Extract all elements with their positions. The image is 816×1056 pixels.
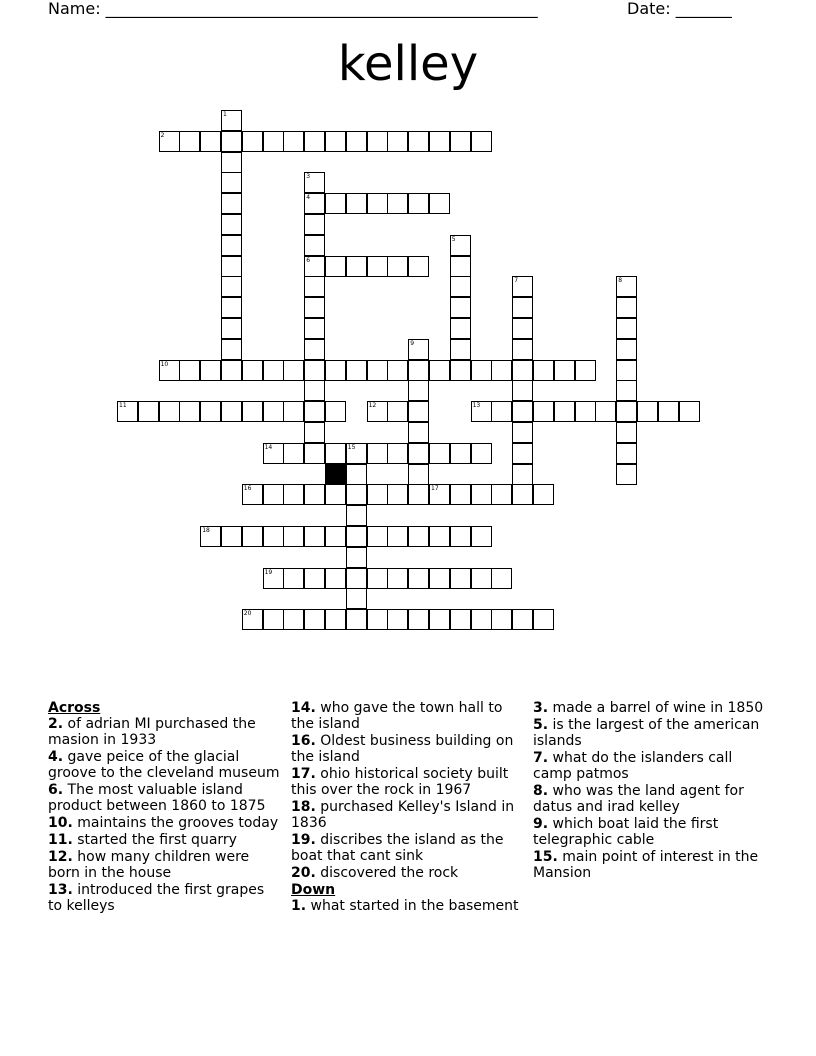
grid-cell[interactable] bbox=[346, 256, 367, 277]
clue bbox=[291, 865, 523, 881]
date-field-label: Date: _______ bbox=[627, 0, 732, 18]
grid-cell[interactable] bbox=[117, 401, 138, 422]
grid-cell[interactable] bbox=[408, 609, 429, 630]
clue-text: started the first quarry bbox=[72, 832, 237, 848]
grid-cell[interactable] bbox=[304, 422, 325, 443]
grid-cell[interactable] bbox=[387, 484, 408, 505]
clue bbox=[533, 783, 765, 815]
grid-cell[interactable] bbox=[471, 484, 492, 505]
grid-cell[interactable] bbox=[429, 568, 450, 589]
grid-cell[interactable] bbox=[159, 401, 180, 422]
grid-cell[interactable] bbox=[387, 609, 408, 630]
grid-cell[interactable] bbox=[450, 568, 471, 589]
grid-cell[interactable] bbox=[325, 484, 346, 505]
grid-cell[interactable] bbox=[367, 360, 388, 381]
grid-cell[interactable] bbox=[408, 339, 429, 360]
grid-cell[interactable] bbox=[263, 401, 284, 422]
clue-number: 15. bbox=[533, 849, 558, 865]
cell-number: 4 bbox=[306, 194, 311, 202]
grid-cell[interactable] bbox=[367, 568, 388, 589]
grid-cell[interactable] bbox=[221, 152, 242, 173]
grid-cell[interactable] bbox=[346, 588, 367, 609]
grid-cell[interactable] bbox=[200, 526, 221, 547]
cell-number: 17 bbox=[431, 485, 439, 493]
grid-cell[interactable] bbox=[304, 401, 325, 422]
down-heading: Down bbox=[291, 882, 336, 898]
grid-cell[interactable] bbox=[304, 256, 325, 277]
grid-cell[interactable] bbox=[221, 214, 242, 235]
grid-cell[interactable] bbox=[325, 401, 346, 422]
grid-cell[interactable] bbox=[325, 131, 346, 152]
cell-number: 1 bbox=[223, 111, 227, 118]
grid-cell[interactable] bbox=[221, 131, 242, 152]
clue-number: 18. bbox=[291, 799, 316, 815]
grid-cell[interactable] bbox=[450, 318, 471, 339]
clue bbox=[48, 749, 280, 781]
clue-text: introduced the first grapes to kelleys bbox=[48, 882, 265, 914]
grid-cell[interactable] bbox=[367, 609, 388, 630]
grid-cell[interactable] bbox=[408, 360, 429, 381]
grid-cell[interactable] bbox=[179, 360, 200, 381]
cell-number: 9 bbox=[410, 339, 415, 347]
cell-number: 20 bbox=[243, 610, 252, 618]
grid-cell[interactable] bbox=[138, 401, 159, 422]
clue bbox=[533, 750, 765, 782]
grid-cell[interactable] bbox=[283, 609, 304, 630]
clue bbox=[48, 882, 280, 914]
clue-number: 19. bbox=[291, 832, 316, 848]
grid-cell[interactable] bbox=[491, 401, 512, 422]
grid-cell[interactable] bbox=[242, 609, 263, 630]
cell-number: 11 bbox=[119, 402, 127, 410]
grid-cell[interactable] bbox=[263, 526, 284, 547]
grid-cell[interactable] bbox=[325, 568, 346, 589]
grid-cell[interactable] bbox=[471, 360, 492, 381]
grid-cell[interactable] bbox=[450, 297, 471, 318]
grid-cell[interactable] bbox=[346, 526, 367, 547]
grid-cell[interactable] bbox=[471, 443, 492, 464]
grid-cell[interactable] bbox=[616, 318, 637, 339]
grid-cell[interactable] bbox=[429, 609, 450, 630]
clue-text: ohio historical society built this over the rock in 1967 bbox=[291, 766, 509, 798]
clue bbox=[533, 700, 765, 716]
clue-number: 16. bbox=[291, 733, 316, 749]
grid-cell[interactable] bbox=[179, 131, 200, 152]
clue bbox=[48, 849, 280, 881]
grid-cell[interactable] bbox=[159, 360, 180, 381]
grid-cell[interactable] bbox=[283, 484, 304, 505]
grid-cell[interactable] bbox=[491, 568, 512, 589]
grid-cell[interactable] bbox=[429, 526, 450, 547]
grid-cell[interactable] bbox=[450, 131, 471, 152]
grid-cell[interactable] bbox=[221, 235, 242, 256]
clue-number: 11. bbox=[48, 832, 73, 848]
grid-cell[interactable] bbox=[512, 318, 533, 339]
grid-cell[interactable] bbox=[575, 401, 596, 422]
grid-cell[interactable] bbox=[200, 131, 221, 152]
cell-number: 14 bbox=[264, 443, 273, 451]
grid-cell[interactable] bbox=[533, 484, 554, 505]
grid-cell[interactable] bbox=[304, 172, 325, 193]
grid-cell[interactable] bbox=[491, 609, 512, 630]
grid-cell[interactable] bbox=[533, 401, 554, 422]
grid-cell[interactable] bbox=[554, 401, 575, 422]
grid-cell[interactable] bbox=[283, 526, 304, 547]
grid-cell[interactable] bbox=[325, 609, 346, 630]
grid-cell[interactable] bbox=[616, 464, 637, 485]
grid-cell[interactable] bbox=[491, 484, 512, 505]
clue-text: of adrian MI purchased the masion in 1933 bbox=[48, 716, 256, 748]
grid-cell[interactable] bbox=[346, 360, 367, 381]
grid-cell[interactable] bbox=[283, 568, 304, 589]
grid-cell[interactable] bbox=[450, 276, 471, 297]
clue-text: maintains the grooves today bbox=[72, 815, 279, 831]
grid-cell[interactable] bbox=[367, 526, 388, 547]
clue bbox=[291, 700, 523, 732]
grid-cell[interactable] bbox=[367, 401, 388, 422]
grid-cell[interactable] bbox=[325, 256, 346, 277]
grid-cell[interactable] bbox=[616, 297, 637, 318]
clues-column-2 bbox=[291, 700, 523, 915]
grid-cell[interactable] bbox=[221, 172, 242, 193]
cell-number: 15 bbox=[347, 443, 356, 451]
grid-cell[interactable] bbox=[367, 193, 388, 214]
clue-number: 7. bbox=[533, 750, 549, 766]
grid-cell[interactable] bbox=[512, 339, 533, 360]
grid-cell[interactable] bbox=[367, 131, 388, 152]
grid-cell[interactable] bbox=[367, 484, 388, 505]
grid-cell[interactable] bbox=[283, 443, 304, 464]
grid-cell[interactable] bbox=[512, 297, 533, 318]
blocked-cell bbox=[325, 464, 346, 485]
clue-number: 3. bbox=[533, 700, 549, 716]
grid-cell[interactable] bbox=[512, 484, 533, 505]
grid-cell[interactable] bbox=[304, 193, 325, 214]
grid-cell[interactable] bbox=[658, 401, 679, 422]
clue bbox=[533, 717, 765, 749]
grid-cell[interactable] bbox=[637, 401, 658, 422]
grid-cell[interactable] bbox=[304, 339, 325, 360]
clue-text: discovered the rock bbox=[315, 865, 459, 881]
clue-number: 4. bbox=[48, 749, 64, 765]
grid-cell[interactable] bbox=[263, 568, 284, 589]
clue-number: 20. bbox=[291, 865, 316, 881]
grid-cell[interactable] bbox=[159, 131, 180, 152]
cell-number: 2 bbox=[160, 131, 165, 139]
grid-cell[interactable] bbox=[221, 360, 242, 381]
grid-cell[interactable] bbox=[450, 256, 471, 277]
grid-cell[interactable] bbox=[346, 547, 367, 568]
clue bbox=[291, 832, 523, 864]
grid-cell[interactable] bbox=[263, 609, 284, 630]
grid-cell[interactable] bbox=[533, 609, 554, 630]
grid-cell[interactable] bbox=[616, 360, 637, 381]
grid-cell[interactable] bbox=[346, 131, 367, 152]
clue-text: what started in the basement bbox=[306, 898, 519, 914]
grid-cell[interactable] bbox=[346, 464, 367, 485]
clue-number: 2. bbox=[48, 716, 64, 732]
clue bbox=[291, 733, 523, 765]
grid-cell[interactable] bbox=[471, 526, 492, 547]
cell-number: 13 bbox=[472, 402, 481, 410]
cell-number: 3 bbox=[306, 173, 311, 181]
grid-cell[interactable] bbox=[575, 360, 596, 381]
clue-text: who gave the town hall to the island bbox=[291, 700, 503, 732]
grid-cell[interactable] bbox=[263, 484, 284, 505]
grid-cell[interactable] bbox=[179, 401, 200, 422]
clue-number: 9. bbox=[533, 816, 549, 832]
grid-cell[interactable] bbox=[283, 131, 304, 152]
grid-cell[interactable] bbox=[387, 360, 408, 381]
grid-cell[interactable] bbox=[429, 484, 450, 505]
grid-cell[interactable] bbox=[408, 568, 429, 589]
grid-cell[interactable] bbox=[325, 360, 346, 381]
grid-cell[interactable] bbox=[616, 380, 637, 401]
clue-number: 13. bbox=[48, 882, 73, 898]
cell-number: 10 bbox=[160, 360, 169, 368]
grid-cell[interactable] bbox=[450, 443, 471, 464]
grid-cell[interactable] bbox=[450, 339, 471, 360]
grid-cell[interactable] bbox=[304, 484, 325, 505]
grid-cell[interactable] bbox=[304, 609, 325, 630]
grid-cell[interactable] bbox=[387, 526, 408, 547]
clue-number: 8. bbox=[533, 783, 549, 799]
grid-cell[interactable] bbox=[387, 568, 408, 589]
grid-cell[interactable] bbox=[283, 401, 304, 422]
grid-cell[interactable] bbox=[491, 360, 512, 381]
grid-cell[interactable] bbox=[221, 318, 242, 339]
grid-cell[interactable] bbox=[304, 297, 325, 318]
cell-number: 12 bbox=[368, 402, 377, 410]
clue-number: 5. bbox=[533, 717, 549, 733]
grid-cell[interactable] bbox=[325, 443, 346, 464]
grid-cell[interactable] bbox=[512, 422, 533, 443]
grid-cell[interactable] bbox=[304, 235, 325, 256]
grid-cell[interactable] bbox=[387, 443, 408, 464]
grid-cell[interactable] bbox=[616, 422, 637, 443]
cell-number: 19 bbox=[264, 568, 273, 576]
grid-cell[interactable] bbox=[471, 568, 492, 589]
clues-column-3 bbox=[533, 700, 765, 882]
grid-cell[interactable] bbox=[221, 401, 242, 422]
grid-cell[interactable] bbox=[408, 464, 429, 485]
grid-cell[interactable] bbox=[450, 609, 471, 630]
clue-text: main point of interest in the Mansion bbox=[533, 849, 759, 881]
grid-cell[interactable] bbox=[346, 609, 367, 630]
grid-cell[interactable] bbox=[429, 131, 450, 152]
grid-cell[interactable] bbox=[408, 484, 429, 505]
clue-text: gave peice of the glacial groove to the cleveland museum bbox=[48, 749, 280, 781]
cell-number: 7 bbox=[514, 277, 519, 285]
clue-number: 6. bbox=[48, 782, 64, 798]
grid-cell[interactable] bbox=[346, 443, 367, 464]
grid-cell[interactable] bbox=[408, 526, 429, 547]
grid-cell[interactable] bbox=[221, 256, 242, 277]
grid-cell[interactable] bbox=[325, 526, 346, 547]
grid-cell[interactable] bbox=[429, 193, 450, 214]
grid-cell[interactable] bbox=[263, 360, 284, 381]
grid-cell[interactable] bbox=[512, 276, 533, 297]
clue-text: The most valuable island product between 1860 to 1875 bbox=[48, 782, 266, 814]
grid-cell[interactable] bbox=[616, 401, 637, 422]
cell-number: 18 bbox=[202, 527, 210, 534]
clue-number: 10. bbox=[48, 815, 73, 831]
clue-text: how many children were born in the house bbox=[48, 849, 250, 881]
name-field-label: Name: ______________________________________________________ bbox=[48, 0, 538, 18]
grid-cell[interactable] bbox=[367, 443, 388, 464]
grid-cell[interactable] bbox=[387, 131, 408, 152]
clue-text: is the largest of the american islands bbox=[533, 717, 760, 749]
grid-cell[interactable] bbox=[242, 360, 263, 381]
grid-cell[interactable] bbox=[387, 401, 408, 422]
grid-cell[interactable] bbox=[304, 214, 325, 235]
grid-cell[interactable] bbox=[512, 443, 533, 464]
grid-cell[interactable] bbox=[450, 360, 471, 381]
grid-cell[interactable] bbox=[512, 380, 533, 401]
grid-cell[interactable] bbox=[221, 110, 242, 131]
grid-cell[interactable] bbox=[512, 464, 533, 485]
clue-text: who was the land agent for datus and irad kelley bbox=[533, 783, 744, 815]
grid-cell[interactable] bbox=[512, 401, 533, 422]
grid-cell[interactable] bbox=[533, 360, 554, 381]
clue-text: what do the islanders call camp patmos bbox=[533, 750, 733, 782]
grid-cell[interactable] bbox=[221, 526, 242, 547]
grid-cell[interactable] bbox=[408, 380, 429, 401]
grid-cell[interactable] bbox=[200, 360, 221, 381]
clue bbox=[291, 799, 523, 831]
clue bbox=[291, 898, 523, 914]
grid-cell[interactable] bbox=[471, 131, 492, 152]
clue bbox=[48, 782, 280, 814]
grid-cell[interactable] bbox=[263, 443, 284, 464]
clue bbox=[533, 816, 765, 848]
puzzle-title: kelley bbox=[337, 36, 479, 92]
cell-number: 8 bbox=[618, 277, 623, 285]
clue-text: which boat laid the first telegraphic cable bbox=[533, 816, 719, 848]
grid-cell[interactable] bbox=[263, 131, 284, 152]
grid-cell[interactable] bbox=[346, 505, 367, 526]
grid-cell[interactable] bbox=[242, 484, 263, 505]
clue-text: purchased Kelley's Island in 1836 bbox=[291, 799, 515, 831]
grid-cell[interactable] bbox=[242, 526, 263, 547]
clue bbox=[291, 766, 523, 798]
clue bbox=[533, 849, 765, 881]
grid-cell[interactable] bbox=[512, 609, 533, 630]
grid-cell[interactable] bbox=[471, 609, 492, 630]
grid-cell[interactable] bbox=[408, 193, 429, 214]
grid-cell[interactable] bbox=[283, 360, 304, 381]
clue-text: made a barrel of wine in 1850 bbox=[548, 700, 764, 716]
clue-number: 1. bbox=[291, 898, 307, 914]
grid-cell[interactable] bbox=[346, 193, 367, 214]
grid-cell[interactable] bbox=[325, 193, 346, 214]
cell-number: 16 bbox=[243, 485, 252, 493]
grid-cell[interactable] bbox=[304, 131, 325, 152]
grid-cell[interactable] bbox=[304, 276, 325, 297]
grid-cell[interactable] bbox=[616, 276, 637, 297]
grid-cell[interactable] bbox=[554, 360, 575, 381]
grid-cell[interactable] bbox=[200, 401, 221, 422]
grid-cell[interactable] bbox=[304, 443, 325, 464]
grid-cell[interactable] bbox=[242, 131, 263, 152]
grid-cell[interactable] bbox=[304, 568, 325, 589]
grid-cell[interactable] bbox=[408, 131, 429, 152]
grid-cell[interactable] bbox=[450, 484, 471, 505]
across-heading: Across bbox=[48, 700, 101, 716]
clue-text: Oldest business building on the island bbox=[291, 733, 514, 765]
grid-cell[interactable] bbox=[304, 526, 325, 547]
grid-cell[interactable] bbox=[221, 193, 242, 214]
grid-cell[interactable] bbox=[616, 339, 637, 360]
clue-text: discribes the island as the boat that cant sink bbox=[291, 832, 504, 864]
grid-cell[interactable] bbox=[221, 339, 242, 360]
grid-cell[interactable] bbox=[346, 568, 367, 589]
grid-cell[interactable] bbox=[679, 401, 700, 422]
grid-cell[interactable] bbox=[221, 297, 242, 318]
grid-cell[interactable] bbox=[221, 276, 242, 297]
grid-cell[interactable] bbox=[387, 193, 408, 214]
grid-cell[interactable] bbox=[408, 401, 429, 422]
grid-cell[interactable] bbox=[304, 318, 325, 339]
grid-cell[interactable] bbox=[595, 401, 616, 422]
clues-column-1 bbox=[48, 700, 280, 915]
grid-cell[interactable] bbox=[450, 235, 471, 256]
grid-cell[interactable] bbox=[408, 256, 429, 277]
clue-number: 17. bbox=[291, 766, 316, 782]
grid-cell[interactable] bbox=[346, 484, 367, 505]
grid-cell[interactable] bbox=[471, 401, 492, 422]
clue-number: 12. bbox=[48, 849, 73, 865]
grid-cell[interactable] bbox=[367, 256, 388, 277]
grid-cell[interactable] bbox=[304, 360, 325, 381]
grid-cell[interactable] bbox=[408, 443, 429, 464]
grid-cell[interactable] bbox=[512, 360, 533, 381]
grid-cell[interactable] bbox=[387, 256, 408, 277]
grid-cell[interactable] bbox=[242, 401, 263, 422]
grid-cell[interactable] bbox=[408, 422, 429, 443]
grid-cell[interactable] bbox=[429, 443, 450, 464]
clue bbox=[48, 716, 280, 748]
grid-cell[interactable] bbox=[304, 380, 325, 401]
clue bbox=[48, 832, 280, 848]
clue bbox=[48, 815, 280, 831]
cell-number: 5 bbox=[451, 235, 456, 243]
clue-number: 14. bbox=[291, 700, 316, 716]
grid-cell[interactable] bbox=[450, 526, 471, 547]
grid-cell[interactable] bbox=[429, 360, 450, 381]
cell-number: 6 bbox=[306, 256, 311, 264]
grid-cell[interactable] bbox=[616, 443, 637, 464]
